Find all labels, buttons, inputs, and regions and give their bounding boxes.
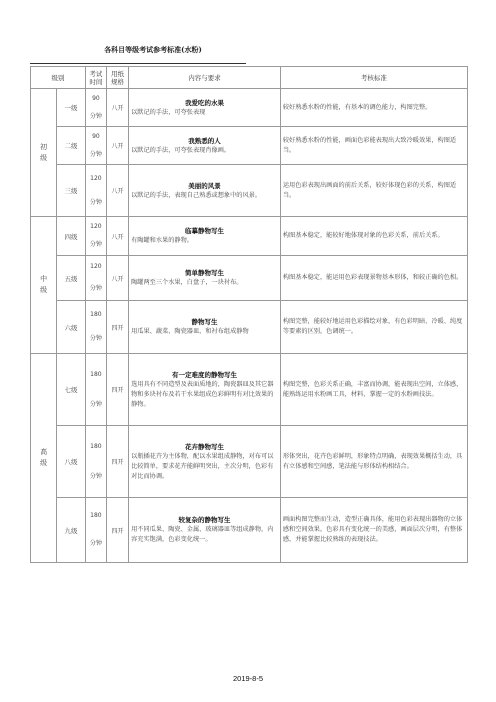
content-requirement: 以默记的手法，表现自己熟悉或想象中的风景。 [131, 191, 262, 199]
content-requirement: 有陶罐和水果的静物。 [131, 237, 193, 244]
content-cell [129, 127, 281, 165]
level-cell: 六级 [57, 301, 86, 354]
time-unit: 分钟 [89, 335, 102, 342]
table-row [31, 256, 468, 301]
group-label-beginner: 初 级 [31, 89, 57, 217]
time-cell [85, 354, 106, 426]
time-cell [85, 127, 106, 165]
level-cell: 三级 [57, 165, 86, 217]
standard-cell: 形体突出，花卉色彩鲜明，形象特点明确，表现效果概括生动，具有立体感和空间感，笔法能与形体结构相结合。 [280, 426, 467, 498]
header-standard: 考核标准 [280, 67, 467, 89]
level-cell: 二级 [57, 127, 86, 165]
paper-cell: 八开 [106, 127, 128, 165]
standard-cell: 构图完整，色彩关系正确，丰富而协调，能表现出空间，立体感，能熟练运用水粉画工具，材料，掌握一定的水粉画技法。 [280, 354, 467, 426]
content-title: 临摹静物写生 [184, 227, 224, 235]
table-row [31, 89, 468, 127]
time-number: 90 [92, 132, 100, 140]
header-level: 级别 [31, 67, 86, 89]
header-paper: 用纸 规格 [106, 67, 128, 89]
standard-cell: 运用色彩表现出画面的前后关系，较好体现色彩的关系，构图适当。 [280, 165, 467, 217]
content-cell [129, 165, 281, 217]
paper-cell: 八开 [106, 217, 128, 256]
time-number: 180 [90, 442, 102, 450]
time-number: 120 [90, 174, 102, 182]
table-row [31, 354, 468, 426]
standard-cell: 构图基本稳定，能较好地体现对象的色彩关系，前后关系。 [280, 217, 467, 256]
level-cell: 七级 [57, 354, 86, 426]
content-title: 静物写生 [191, 318, 218, 326]
content-cell [129, 354, 281, 426]
paper-cell: 四开 [106, 354, 128, 426]
time-unit: 分钟 [89, 150, 102, 158]
header-content: 内容与要求 [129, 67, 281, 89]
level-cell: 四级 [57, 217, 86, 256]
time-number: 180 [90, 512, 102, 519]
level-cell: 一级 [57, 89, 86, 127]
standard-cell: 较好熟悉水粉的性能，画面色彩能表现出大致冷暖效果，构图适当。 [280, 127, 467, 165]
time-unit: 分钟 [89, 112, 102, 120]
paper-cell: 八开 [106, 165, 128, 217]
level-cell: 八级 [57, 426, 86, 498]
table-row [31, 165, 468, 217]
paper-cell: 八开 [106, 89, 128, 127]
title-underline [30, 63, 246, 64]
time-unit: 分钟 [89, 241, 102, 248]
time-number: 180 [90, 370, 102, 378]
content-title: 花卉静物写生 [184, 442, 224, 451]
time-number: 120 [90, 223, 102, 230]
content-title: 我爱吃的水果 [184, 98, 224, 107]
standard-cell: 构图完整，能较好地运用色彩描绘对象，有色彩明暗、冷暖、纯度等要素的区别，色调统一。 [280, 301, 467, 354]
time-cell [85, 256, 106, 301]
page-title: 各科目等级考试参考标准(水粉) [104, 45, 202, 54]
level-cell: 九级 [57, 498, 86, 563]
time-cell [85, 217, 106, 256]
table-row [31, 301, 468, 354]
time-unit: 分钟 [89, 400, 102, 408]
paper-cell: 四开 [106, 426, 128, 498]
content-title: 我熟悉的人 [188, 136, 221, 145]
content-title: 有一定难度的静物写生 [171, 370, 237, 379]
time-cell [85, 89, 106, 127]
header-row [31, 67, 468, 89]
level-cell: 五级 [57, 256, 86, 301]
content-requirement: 以瓶插花卉为主体物，配以水果组成静物，对布可以比较简单，要求花卉能鲜明突出，主次分明，色彩有对比而协调。 [131, 452, 274, 480]
header-time: 考试 时间 [85, 67, 106, 89]
content-requirement: 以默记的手法，可夸张表现肖像画。 [131, 146, 231, 154]
group-label-intermediate: 中 级 [31, 217, 57, 354]
content-cell [129, 426, 281, 498]
time-number: 120 [90, 263, 102, 270]
time-unit: 分钟 [89, 198, 102, 206]
time-unit: 分钟 [89, 285, 102, 292]
content-cell [129, 256, 281, 301]
paper-cell: 四开 [106, 301, 128, 354]
content-title: 美丽的风景 [188, 181, 221, 190]
content-cell [129, 217, 281, 256]
standard-cell: 构图基本稳定，能运用色彩表现景物基本形体，和较正确的色相。 [280, 256, 467, 301]
time-unit: 分钟 [89, 540, 102, 547]
content-requirement: 用瓜果、蔬菜、陶瓷器皿，和衬布组成静物 [131, 328, 249, 335]
content-cell [129, 89, 281, 127]
time-number: 90 [92, 94, 100, 102]
content-title: 简单静物写生 [184, 269, 224, 277]
time-unit: 分钟 [89, 472, 102, 480]
time-cell [85, 498, 106, 563]
group-label-advanced: 高 级 [31, 354, 57, 563]
time-number: 180 [90, 311, 102, 318]
standards-table [30, 66, 468, 563]
paper-cell: 八开 [106, 256, 128, 301]
time-cell [85, 301, 106, 354]
table-row [31, 127, 468, 165]
content-cell [129, 301, 281, 354]
standard-cell: 较好熟悉水粉的性能，有基本的调色能力，构图完整。 [280, 89, 467, 127]
time-cell [85, 165, 106, 217]
footer-date: 2019-8-5 [232, 674, 264, 683]
content-cell [129, 498, 281, 563]
standard-cell: 画面构图完整而生动，造型正确具体，能用色彩表现出器物的立体感和空间效果，色彩具有变化统一的美感，画面层次分明，有整体感，并能掌握比较熟练的表现技法。 [280, 498, 467, 563]
content-requirement: 选用具有不同造型及表面质地的，陶瓷器皿及其它器物和多块衬布及若干水果组成色彩鲜明有对比效果的静物。 [131, 380, 274, 408]
content-requirement: 用不同瓜果、陶瓷、金属、玻璃器皿等组成静物，内容充实饱满，色彩变化统一。 [131, 526, 274, 543]
table-row [31, 498, 468, 563]
paper-cell: 四开 [106, 498, 128, 563]
content-title: 较复杂的静物写生 [178, 516, 231, 524]
content-requirement: 以默记的手法，可夸张表现 [131, 108, 206, 116]
content-requirement: 陶罐两至三个水果，白盘子，一块衬布。 [131, 279, 243, 286]
table-row [31, 217, 468, 256]
table-row [31, 426, 468, 498]
time-cell [85, 426, 106, 498]
